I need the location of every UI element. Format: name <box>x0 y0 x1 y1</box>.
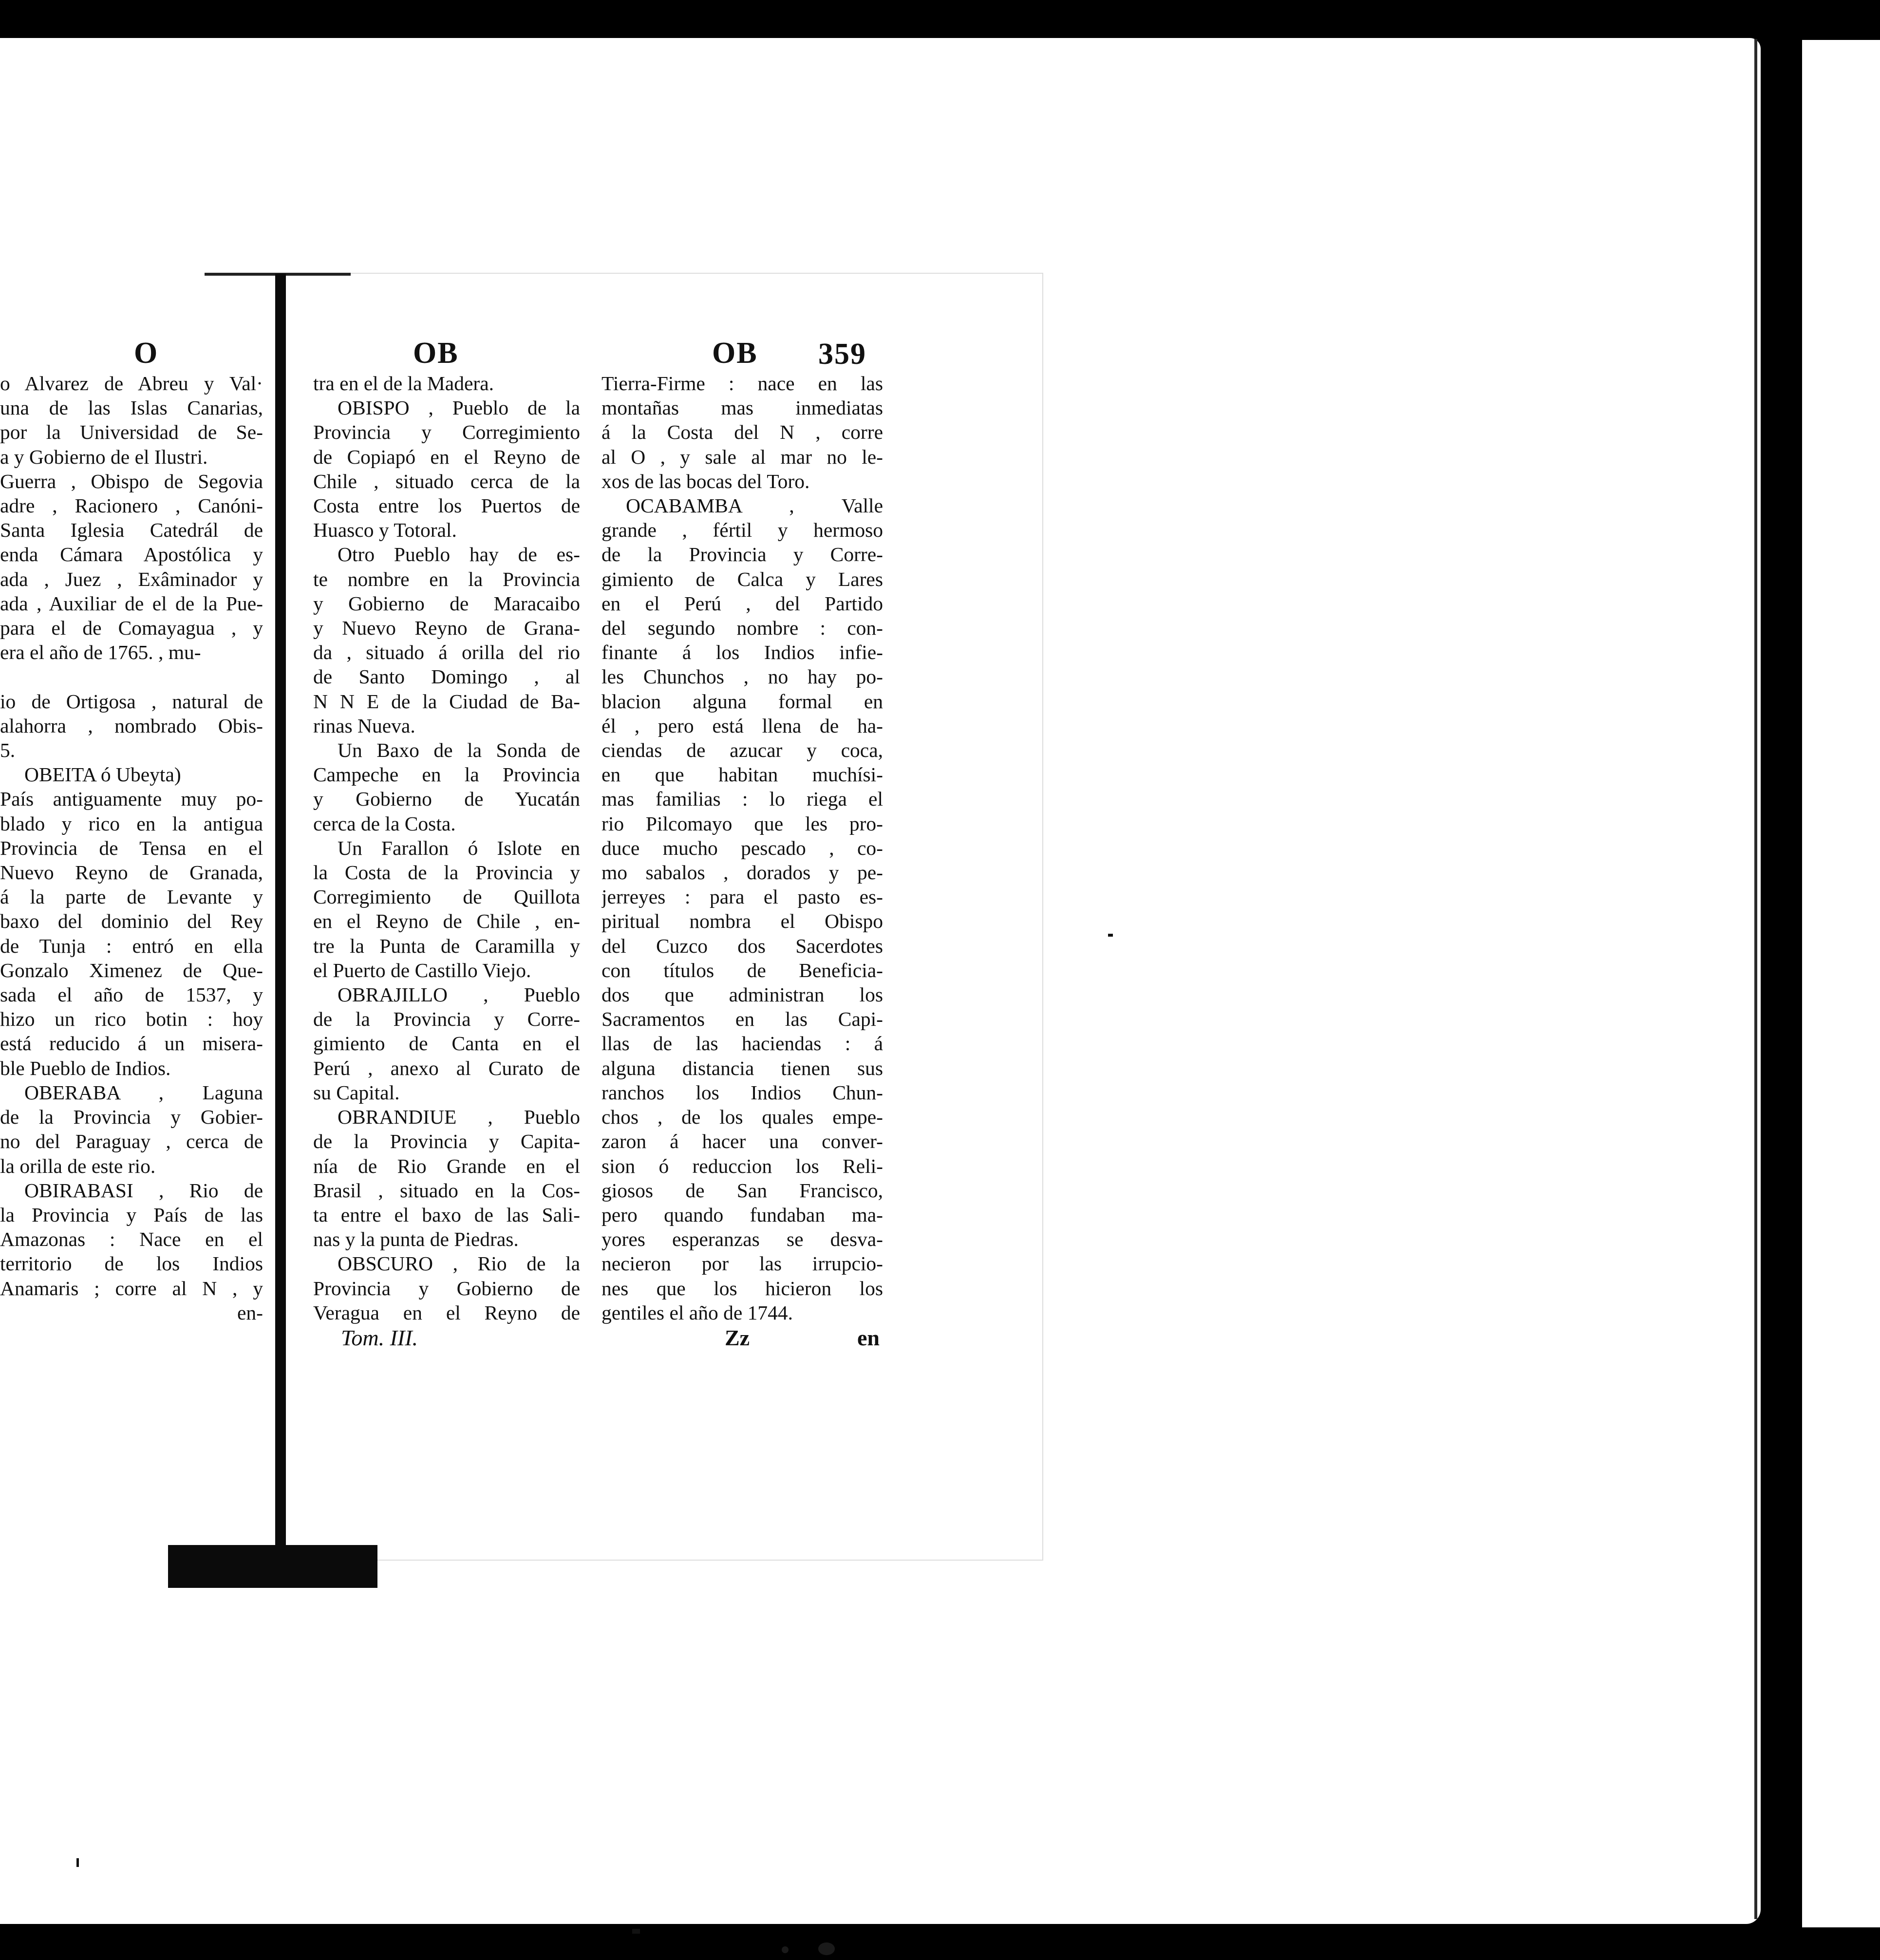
text-column-middle <box>313 371 580 1325</box>
text-line: á la parte de Levante y <box>0 886 263 908</box>
text-line: en que habitan muchísi- <box>602 763 883 786</box>
text-line: OBRANDIUE , Pueblo <box>338 1106 580 1129</box>
text-line: llas de las haciendas : á <box>602 1032 883 1055</box>
text-line: nía de Rio Grande en el <box>313 1154 580 1177</box>
text-line: nas y la punta de Piedras. <box>313 1228 519 1251</box>
text-line: finante á los Indios infie- <box>602 641 883 664</box>
binding-foot <box>168 1545 377 1588</box>
text-line: del segundo nombre : con- <box>602 617 883 640</box>
text-line: sion ó reduccion los Reli- <box>602 1154 883 1177</box>
text-line: de la Provincia y Corre- <box>602 543 883 566</box>
scan-blot <box>818 1942 835 1955</box>
text-line: era el año de 1765. , mu- <box>0 641 201 664</box>
text-line: giosos de San Francisco, <box>602 1179 883 1202</box>
text-line: en el Reyno de Chile , en- <box>313 910 580 933</box>
text-line: rio Pilcomayo que les pro- <box>602 812 883 835</box>
text-line: alahorra , nombrado Obis- <box>0 714 263 737</box>
text-line: de la Provincia y Gobier- <box>0 1106 263 1129</box>
text-line: no del Paraguay , cerca de <box>0 1130 263 1153</box>
scan-speck <box>1108 934 1113 937</box>
text-line: OCABAMBA , Valle <box>626 494 883 517</box>
text-line: Campeche en la Provincia <box>313 763 580 786</box>
text-line: Tierra-Firme : nace en las <box>602 372 883 395</box>
text-line: la Costa de la Provincia y <box>313 861 580 884</box>
text-line: pero quando fundaban ma- <box>602 1203 883 1226</box>
text-line: OBSCURO , Rio de la <box>338 1252 580 1275</box>
text-line: jerreyes : para el pasto es- <box>602 886 883 908</box>
text-line: País antiguamente muy po- <box>0 788 263 810</box>
text-line: OBISPO , Pueblo de la <box>338 396 580 419</box>
text-line: está reducido á un misera- <box>0 1032 263 1055</box>
text-line: Provincia y Corregimiento <box>313 421 580 444</box>
text-line: hizo un rico botin : hoy <box>0 1008 263 1031</box>
text-line: tre la Punta de Caramilla y <box>313 934 580 957</box>
text-line: gimiento de Calca y Lares <box>602 567 883 590</box>
text-line: Brasil , situado en la Cos- <box>313 1179 580 1202</box>
text-line: Otro Pueblo hay de es- <box>338 543 580 566</box>
text-line: Anamaris ; corre al N , y <box>0 1277 263 1300</box>
text-line: duce mucho pescado , co- <box>602 836 883 859</box>
text-line: ranchos los Indios Chun- <box>602 1081 883 1104</box>
text-line: dos que administran los <box>602 983 883 1006</box>
header-middle: OB <box>413 337 459 370</box>
text-line: en- <box>237 1301 263 1324</box>
text-line: xos de las bocas del Toro. <box>602 470 810 492</box>
text-line: les Chunchos , no hay po- <box>602 665 883 688</box>
scan-blot <box>782 1946 789 1953</box>
text-line: yores esperanzas se desva- <box>602 1228 883 1251</box>
text-line: una de las Islas Canarias, <box>0 396 263 419</box>
text-line: al O , y sale al mar no le- <box>602 445 883 468</box>
volume-mark: Tom. III. <box>341 1325 418 1350</box>
text-line: piritual nombra el Obispo <box>602 910 883 933</box>
text-line: Perú , anexo al Curato de <box>313 1056 580 1079</box>
text-line: Huasco y Totoral. <box>313 519 457 542</box>
text-line: Veragua en el Reyno de <box>313 1301 580 1324</box>
text-line: Santa Iglesia Catedrál de <box>0 519 263 542</box>
text-line: blado y rico en la antigua <box>0 812 263 835</box>
text-line: nes que los hicieron los <box>602 1277 883 1300</box>
text-line: Un Farallon ó Islote en <box>338 836 580 859</box>
text-line: ciendas de azucar y coca, <box>602 739 883 762</box>
text-line: gimiento de Canta en el <box>313 1032 580 1055</box>
text-line: Amazonas : Nace en el <box>0 1228 263 1251</box>
text-line: de la Provincia y Corre- <box>313 1008 580 1031</box>
text-line: Sacramentos en las Capi- <box>602 1008 883 1031</box>
text-line: el Puerto de Castillo Viejo. <box>313 959 531 981</box>
text-line: por la Universidad de Se- <box>0 421 263 444</box>
text-line: Provincia de Tensa en el <box>0 836 263 859</box>
text-line: grande , fértil y hermoso <box>602 519 883 542</box>
text-line: Gonzalo Ximenez de Que- <box>0 959 263 981</box>
text-line: de la Provincia y Capita- <box>313 1130 580 1153</box>
text-line: OBEITA ó Ubeyta) <box>24 763 181 786</box>
text-line: su Capital. <box>313 1081 400 1104</box>
text-line: enda Cámara Apostólica y <box>0 543 263 566</box>
text-line: tra en el de la Madera. <box>313 372 494 395</box>
text-line: para el de Comayagua , y <box>0 617 263 640</box>
text-line: cerca de la Costa. <box>313 812 456 835</box>
page-number: 359 <box>818 338 866 371</box>
text-line: y Nuevo Reyno de Grana- <box>313 617 580 640</box>
header-right: OB <box>712 337 758 370</box>
text-line: de Copiapó en el Reyno de <box>313 445 580 468</box>
text-line: alguna distancia tienen sus <box>602 1056 883 1079</box>
text-line: ta entre el baxo de las Sali- <box>313 1203 580 1226</box>
text-line: Nuevo Reyno de Granada, <box>0 861 263 884</box>
catchword: en <box>857 1325 880 1350</box>
text-line: Guerra , Obispo de Segovia <box>0 470 263 492</box>
scan-speck <box>76 1858 79 1867</box>
text-line: Corregimiento de Quillota <box>313 886 580 908</box>
text-line: territorio de los Indios <box>0 1252 263 1275</box>
text-line: baxo del dominio del Rey <box>0 910 263 933</box>
text-line: OBERABA , Laguna <box>24 1081 263 1104</box>
text-line: gentiles el año de 1744. <box>602 1301 793 1324</box>
text-line: Costa entre los Puertos de <box>313 494 580 517</box>
text-line: da , situado á orilla del rio <box>313 641 580 664</box>
header-left: O <box>134 337 159 370</box>
text-line: rinas Nueva. <box>313 714 415 737</box>
text-line: ada , Auxiliar de el de la Pue- <box>0 592 263 615</box>
text-line: la Provincia y País de las <box>0 1203 263 1226</box>
text-line: Provincia y Gobierno de <box>313 1277 580 1300</box>
text-line: 5. <box>0 739 16 762</box>
binding-spine <box>275 274 286 1560</box>
text-line: ada , Juez , Exâminador y <box>0 567 263 590</box>
text-line: de Tunja : entró en ella <box>0 934 263 957</box>
text-line: á la Costa del N , corre <box>602 421 883 444</box>
sheet-edge-shadow <box>1754 39 1757 1919</box>
text-line: mas familias : lo riega el <box>602 788 883 810</box>
text-line: chos , de los quales empe- <box>602 1106 883 1129</box>
text-line: o Alvarez de Abreu y Val· <box>0 372 263 395</box>
text-line: blacion alguna formal en <box>602 690 883 713</box>
text-line: y Gobierno de Yucatán <box>313 788 580 810</box>
text-line: zaron á hacer una conver- <box>602 1130 883 1153</box>
text-column-right <box>602 371 883 1325</box>
text-line: del Cuzco dos Sacerdotes <box>602 934 883 957</box>
text-line: Chile , situado cerca de la <box>313 470 580 492</box>
text-line: la orilla de este rio. <box>0 1154 156 1177</box>
scan-speck <box>632 1929 640 1934</box>
signature-mark: Zz <box>725 1325 750 1350</box>
text-line: ble Pueblo de Indios. <box>0 1056 171 1079</box>
text-line: él , pero está llena de ha- <box>602 714 883 737</box>
text-column-left <box>0 371 263 1325</box>
text-line: necieron por las irrupcio- <box>602 1252 883 1275</box>
text-line: OBRAJILLO , Pueblo <box>338 983 580 1006</box>
text-line: montañas mas inmediatas <box>602 396 883 419</box>
next-sheet-edge <box>1802 40 1880 1927</box>
text-line: de Santo Domingo , al <box>313 665 580 688</box>
text-line: sada el año de 1537, y <box>0 983 263 1006</box>
text-line: en el Perú , del Partido <box>602 592 883 615</box>
text-line: io de Ortigosa , natural de <box>0 690 263 713</box>
text-line <box>0 664 263 689</box>
text-line: mo sabalos , dorados y pe- <box>602 861 883 884</box>
text-line: a y Gobierno de el Ilustri. <box>0 445 208 468</box>
text-line: con títulos de Beneficia- <box>602 959 883 981</box>
text-line: te nombre en la Provincia <box>313 567 580 590</box>
text-line: y Gobierno de Maracaibo <box>313 592 580 615</box>
text-line: N N E de la Ciudad de Ba- <box>313 690 580 713</box>
text-line: Un Baxo de la Sonda de <box>338 739 580 762</box>
text-line: OBIRABASI , Rio de <box>24 1179 263 1202</box>
text-line: adre , Racionero , Canóni- <box>0 494 263 517</box>
